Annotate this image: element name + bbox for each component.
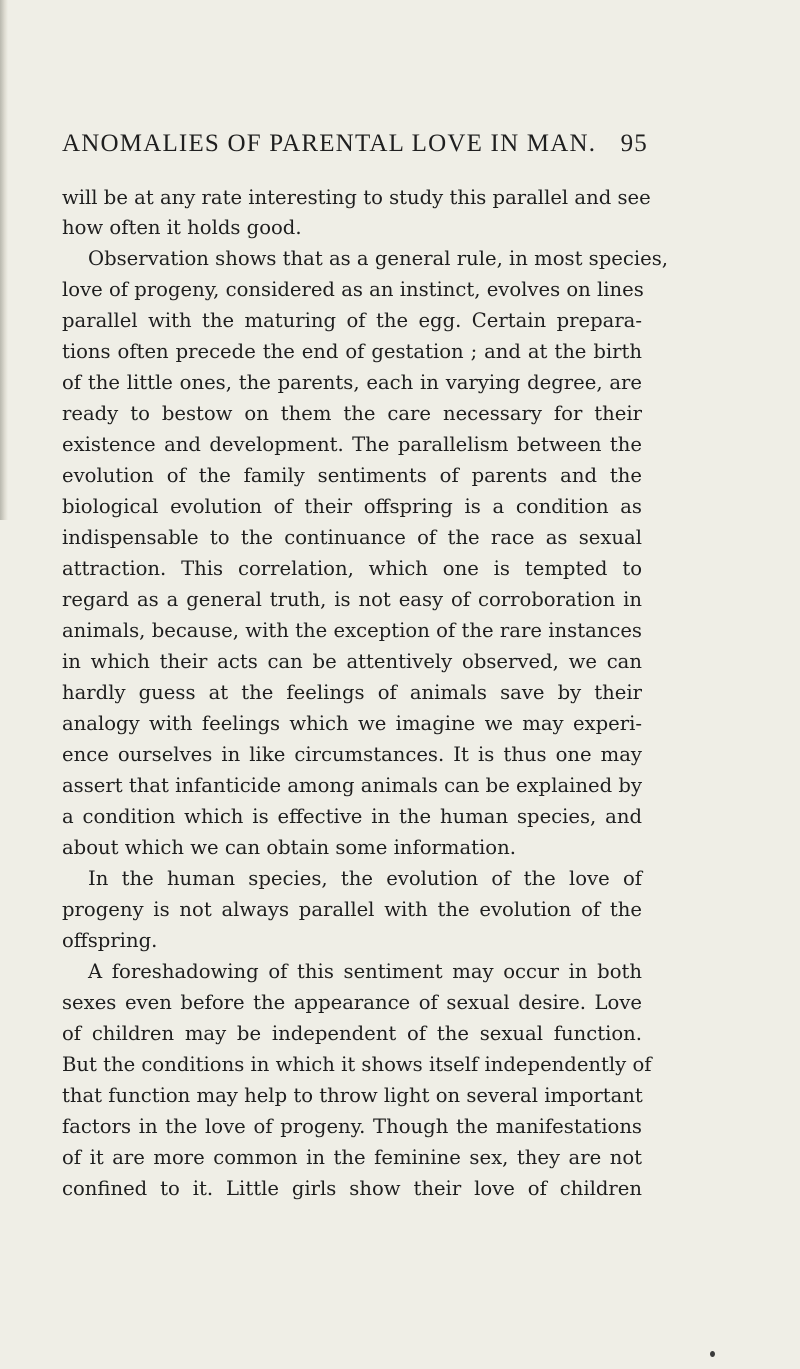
text-line: in which their acts can be attentively observed, we can [62, 650, 642, 673]
text-line: of it are more common in the feminine sex, they are not [62, 1146, 642, 1169]
text-line: In the human species, the evolution of the love of [88, 867, 642, 890]
text-line: evolution of the family sentiments of parents and the [62, 464, 642, 487]
text-line: ence ourselves in like circumstances. It is thus one may [62, 743, 642, 766]
text-line: attraction. This correlation, which one is tempted to [62, 557, 642, 580]
text-line: of the little ones, the parents, each in varying degree, are [62, 371, 642, 394]
page-edge-shadow [0, 0, 8, 520]
text-line: Observation shows that as a general rule, in most species, [88, 247, 668, 270]
text-line: existence and development. The parallelism between the [62, 433, 642, 456]
text-line: a condition which is effective in the human species, and [62, 805, 642, 828]
text-line: indispensable to the continuance of the race as sexual [62, 526, 642, 549]
text-line: animals, because, with the exception of the rare instances [62, 619, 642, 642]
text-line: ready to bestow on them the care necessary for their [62, 402, 642, 425]
text-line: sexes even before the appearance of sexual desire. Love [62, 991, 642, 1014]
text-line: hardly guess at the feelings of animals save by their [62, 681, 642, 704]
text-line: biological evolution of their offspring is a condition as [62, 495, 642, 518]
running-head [62, 130, 662, 166]
text-line: factors in the love of progeny. Though the manifestations [62, 1115, 642, 1138]
chapter-title: ANOMALIES OF PARENTAL LOVE IN MAN. [62, 130, 597, 157]
text-line: that function may help to throw light on several important [62, 1084, 643, 1107]
text-line: offspring. [62, 929, 158, 952]
text-line: assert that infanticide among animals can be explained by [62, 774, 643, 797]
text-line: progeny is not always parallel with the evolution of the [62, 898, 642, 921]
text-line: analogy with feelings which we imagine we may experi- [62, 712, 642, 735]
text-line: A foreshadowing of this sentiment may occur in both [88, 960, 642, 983]
page-number: 95 [620, 130, 648, 157]
text-line: how often it holds good. [62, 216, 302, 239]
ink-speck [710, 1351, 715, 1357]
text-line: about which we can obtain some information. [62, 836, 516, 859]
text-line: tions often precede the end of gestation ; and at the birth [62, 340, 642, 363]
text-line: But the conditions in which it shows itself independently of [62, 1053, 652, 1076]
text-line: will be at any rate interesting to study this parallel and see [62, 186, 651, 209]
text-line: of children may be independent of the sexual function. [62, 1022, 642, 1045]
text-line: regard as a general truth, is not easy of corroboration in [62, 588, 642, 611]
text-line: parallel with the maturing of the egg. Certain prepara- [62, 309, 642, 332]
text-line: love of progeny, considered as an instinct, evolves on lines [62, 278, 644, 301]
text-line: confined to it. Little girls show their love of children [62, 1177, 642, 1200]
